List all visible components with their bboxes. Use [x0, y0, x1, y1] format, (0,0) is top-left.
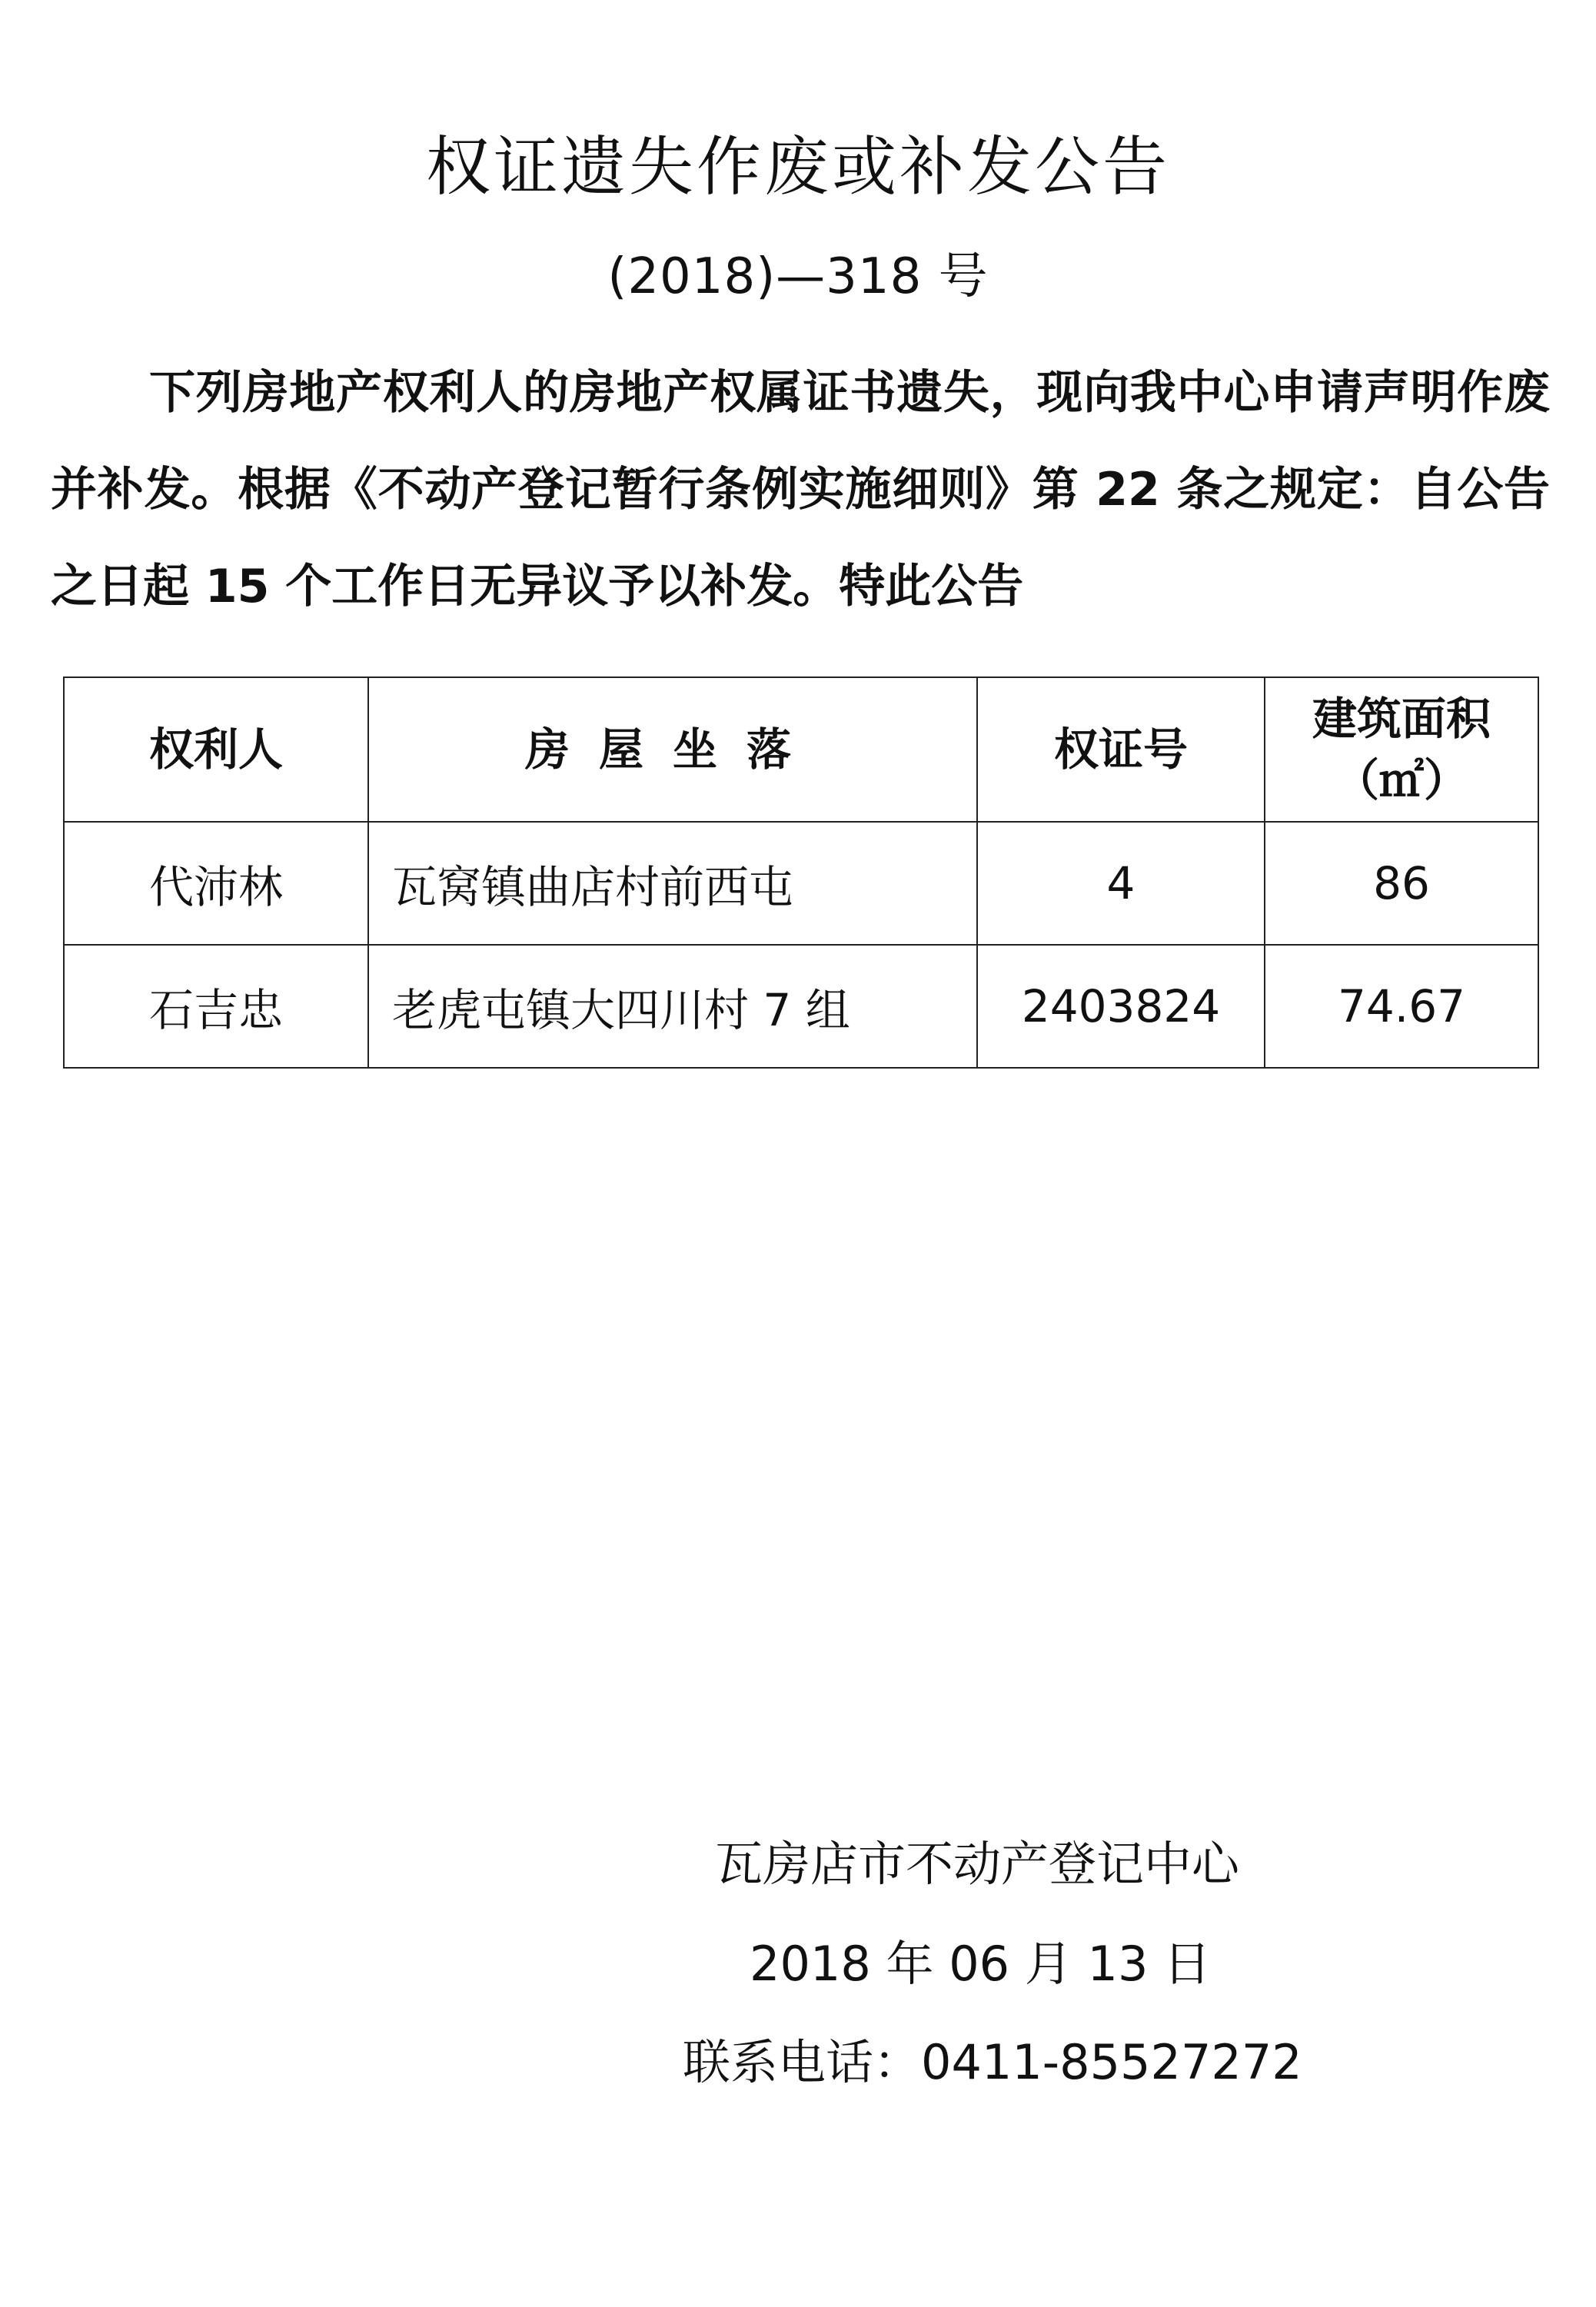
header-area-unit: （㎡） — [1334, 754, 1468, 806]
header-cert-no: 权证号 — [977, 677, 1265, 822]
lost-certificate-table — [63, 676, 1539, 1069]
table-row — [64, 945, 1538, 1068]
cert-no-cell: 2403824 — [977, 945, 1265, 1068]
document-number: (2018)—318 号 — [607, 248, 989, 305]
table-row — [64, 822, 1538, 945]
header-area — [1265, 677, 1538, 822]
notice-paragraph: 下列房地产权利人的房地产权属证书遗失，现向我中心申请声明作废并补发。根据《不动产登记暂行条例实施细则》第 22 条之规定：自公告之日起 15 个工作日无异议予以补发。特此公告 — [51, 366, 1550, 613]
header-address: 房屋坐落 — [368, 677, 977, 822]
owner-cell: 石吉忠 — [64, 945, 368, 1068]
address-cell: 老虎屯镇大四川村 7 组 — [368, 945, 977, 1068]
area-cell: 86 — [1265, 822, 1538, 945]
cert-no-cell: 4 — [977, 822, 1265, 945]
contact-phone: 联系电话：0411-85527272 — [683, 2034, 1302, 2090]
table-header-row — [64, 677, 1538, 822]
issue-date: 2018 年 06 月 13 日 — [750, 1936, 1212, 1992]
page-title: 权证遗失作废或补发公告 — [425, 129, 1170, 204]
owner-cell: 代沛林 — [64, 822, 368, 945]
address-cell: 瓦窝镇曲店村前西屯 — [368, 822, 977, 945]
area-cell: 74.67 — [1265, 945, 1538, 1068]
header-area-label: 建筑面积 — [1312, 693, 1491, 745]
issuing-organization: 瓦房店市不动产登记中心 — [715, 1836, 1240, 1892]
header-owner: 权利人 — [64, 677, 368, 822]
